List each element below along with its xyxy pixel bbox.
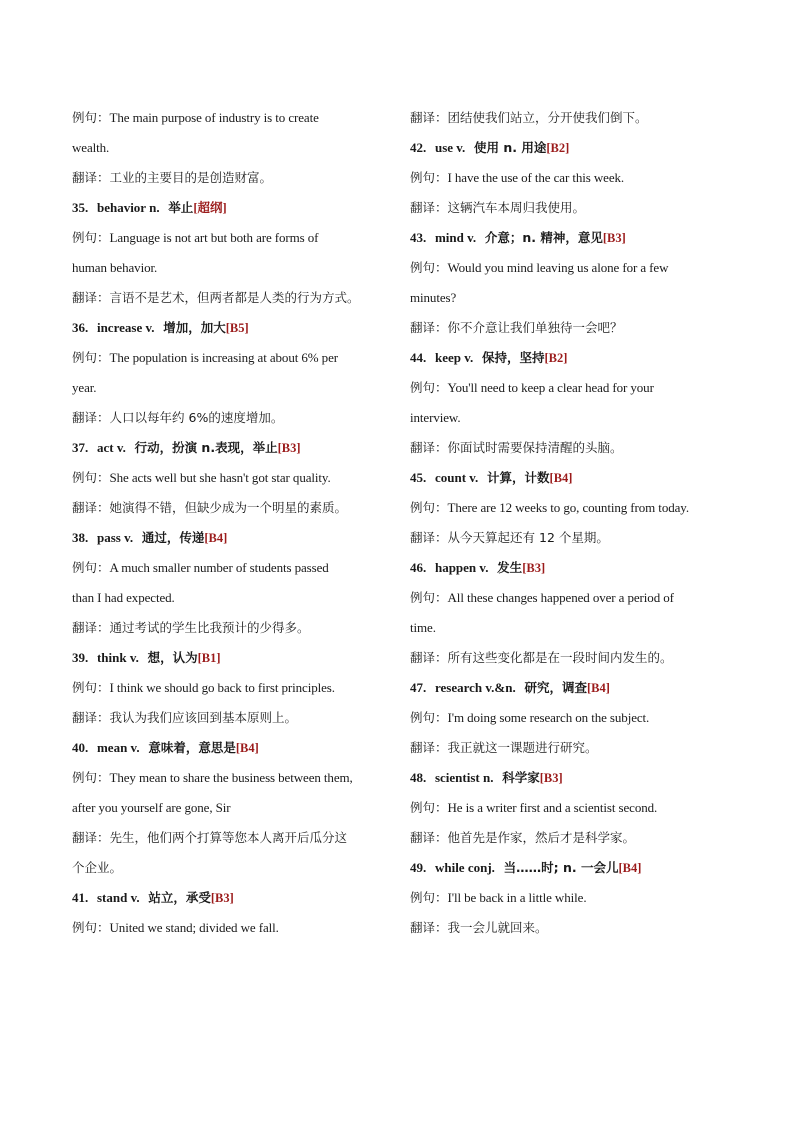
translation-label: 翻译： [72,710,110,725]
entry-heading [72,523,394,553]
example-label: 例句： [410,500,448,515]
level-tag: [B3] [539,771,563,785]
translation [410,523,740,553]
level-tag: [B4] [586,681,610,695]
entry-meaning: 介意；n. 精神，意见 [484,230,603,245]
level-tag: [B4] [549,471,573,485]
translation-text: 他首先是作家，然后才是科学家。 [447,830,636,845]
translation-label: 翻译： [410,920,448,935]
example-text: The population is increasing at about 6% per [109,350,338,365]
entry-meaning: 计算，计数 [487,470,550,485]
translation-text: 言语不是艺术，但两者都是人类的行为方式。 [109,290,360,305]
entry-heading [410,853,740,883]
entry-word: mean v. [96,740,140,755]
example-sentence [72,463,394,493]
translation-label: 翻译： [410,440,448,455]
translation-label: 翻译： [410,530,448,545]
entry-number: 49. [410,860,427,875]
entry-number: 35. [72,200,89,215]
example-label: 例句： [410,800,448,815]
example-sentence [410,373,740,403]
entry-number: 48. [410,770,427,785]
example-text: A much smaller number of students passed [109,560,329,575]
entry-meaning: 当……时; n. 一会儿 [503,860,619,875]
entry-word: use v. [434,140,466,155]
translation-text: 你不介意让我们单独待一会吧？ [447,320,623,335]
example-sentence [410,703,740,733]
example-text: I'll be back in a little while. [447,890,587,905]
translation-continuation: 个企业。 [72,860,123,875]
translation [72,493,394,523]
translation-label: 翻译： [72,500,110,515]
entry-meaning: 意味着，意思是 [148,740,236,755]
example-sentence [410,793,740,823]
example-label: 例句： [72,350,110,365]
left-column [72,103,394,943]
example-sentence [72,103,394,133]
level-tag: [B3] [277,441,301,455]
entry-number: 47. [410,680,427,695]
translation-label: 翻译： [410,650,448,665]
example-label: 例句： [410,710,448,725]
translation-text: 你面试时需要保持清醒的头脑。 [447,440,623,455]
entry-heading [72,643,394,673]
entry-heading [410,343,740,373]
level-tag: [B3] [522,561,546,575]
translation-label: 翻译： [72,830,110,845]
example-sentence [410,253,740,283]
entry-word: keep v. [434,350,474,365]
entry-heading [410,223,740,253]
example-continuation: wealth. [72,140,110,155]
translation-text: 这辆汽车本周归我使用。 [447,200,586,215]
entry-heading [72,883,394,913]
example-continuation: minutes? [410,290,457,305]
translation-text: 我一会儿就回来。 [447,920,548,935]
example-label: 例句： [410,890,448,905]
level-tag: [B4] [204,531,228,545]
translation [410,913,740,943]
translation-label: 翻译： [72,170,110,185]
entry-word: increase v. [96,320,155,335]
example-text: He is a writer first and a scientist second. [447,800,658,815]
translation-text: 她演得不错，但缺少成为一个明星的素质。 [109,500,348,515]
example-text: She acts well but she hasn't got star quality. [109,470,331,485]
example-sentence [72,343,394,373]
entry-meaning: 举止 [168,200,194,215]
entry-number: 37. [72,440,89,455]
translation-text: 所有这些变化都是在一段时间内发生的。 [447,650,673,665]
example-text: You'll need to keep a clear head for your [447,380,654,395]
example-sentence [410,493,740,523]
example-label: 例句： [72,110,110,125]
example-label: 例句： [72,560,110,575]
example-sentence [72,673,394,703]
entry-number: 38. [72,530,89,545]
entry-meaning: 增加，加大 [163,320,226,335]
entry-word: happen v. [434,560,489,575]
entry-number: 40. [72,740,89,755]
entry-heading [410,553,740,583]
entry-word: act v. [96,440,126,455]
example-label: 例句： [410,380,448,395]
entry-heading [410,763,740,793]
example-label: 例句： [410,590,448,605]
entry-number: 44. [410,350,427,365]
example-sentence [72,223,394,253]
example-text: There are 12 weeks to go, counting from today. [447,500,689,515]
example-label: 例句： [410,170,448,185]
example-text: I think we should go back to first principles. [109,680,335,695]
example-label: 例句： [72,920,110,935]
translation [410,733,740,763]
entry-meaning: 研究，调查 [524,680,587,695]
example-text: I have the use of the car this week. [447,170,625,185]
entry-meaning: 科学家 [502,770,540,785]
example-sentence [410,583,740,613]
entry-number: 45. [410,470,427,485]
translation [72,823,394,853]
translation-text: 从今天算起还有 12 个星期。 [447,530,609,545]
translation-label: 翻译： [410,740,448,755]
translation-text: 先生，他们两个打算等您本人离开后瓜分这 [109,830,348,845]
entry-word: scientist n. [434,770,494,785]
entry-word: while conj. [434,860,495,875]
example-sentence [410,163,740,193]
entry-meaning: 行动，扮演 n.表现，举止 [134,440,278,455]
example-continuation: human behavior. [72,260,158,275]
translation [72,163,394,193]
example-text: Would you mind leaving us alone for a few [447,260,669,275]
example-label: 例句： [72,770,110,785]
example-sentence [72,913,394,943]
level-tag: [B5] [225,321,249,335]
entry-word: pass v. [96,530,134,545]
level-tag: [B2] [546,141,570,155]
example-sentence [72,553,394,583]
entry-heading [410,133,740,163]
entry-number: 46. [410,560,427,575]
entry-word: think v. [96,650,139,665]
translation [410,643,740,673]
translation-text: 团结使我们站立，分开使我们倒下。 [447,110,648,125]
example-label: 例句： [72,680,110,695]
translation-text: 我认为我们应该回到基本原则上。 [109,710,298,725]
level-tag: [B2] [544,351,568,365]
example-text: The main purpose of industry is to create [109,110,319,125]
entry-word: count v. [434,470,479,485]
example-continuation: interview. [410,410,461,425]
example-continuation: year. [72,380,97,395]
level-tag: [B4] [235,741,259,755]
example-continuation: than I had expected. [72,590,175,605]
entry-heading [72,433,394,463]
level-tag: [B4] [618,861,642,875]
translation-text: 我正就这一课题进行研究。 [447,740,598,755]
translation-label: 翻译： [410,200,448,215]
entry-number: 39. [72,650,89,665]
translation [410,103,740,133]
example-text: United we stand; divided we fall. [109,920,279,935]
entry-heading [410,673,740,703]
translation [410,823,740,853]
entry-word: research v.&n. [434,680,516,695]
translation-label: 翻译： [72,290,110,305]
translation-label: 翻译： [72,620,110,635]
translation-text: 通过考试的学生比我预计的少得多。 [109,620,310,635]
entry-meaning: 使用 n. 用途 [474,140,547,155]
entry-heading [72,193,394,223]
example-label: 例句： [410,260,448,275]
example-continuation: after you yourself are gone, Sir [72,800,231,815]
translation [410,433,740,463]
translation-label: 翻译： [72,410,110,425]
entry-number: 43. [410,230,427,245]
entry-meaning: 发生 [497,560,523,575]
example-text: Language is not art but both are forms of [109,230,319,245]
entry-number: 42. [410,140,427,155]
translation [72,283,394,313]
level-tag: [B3] [210,891,234,905]
translation [72,403,394,433]
translation [72,613,394,643]
level-tag: [B3] [602,231,626,245]
example-sentence [410,883,740,913]
entry-heading [72,733,394,763]
entry-meaning: 想，认为 [147,650,198,665]
translation-text: 人口以每年约 6%的速度增加。 [109,410,284,425]
example-text: All these changes happened over a period of [447,590,674,605]
right-column [410,103,740,943]
example-text: I'm doing some research on the subject. [447,710,650,725]
entry-word: stand v. [96,890,140,905]
translation-text: 工业的主要目的是创造财富。 [109,170,273,185]
entry-number: 36. [72,320,89,335]
translation-label: 翻译： [410,320,448,335]
example-label: 例句： [72,230,110,245]
translation-label: 翻译： [410,110,448,125]
entry-word: behavior n. [96,200,160,215]
level-tag: [B1] [197,651,221,665]
entry-meaning: 站立，承受 [148,890,211,905]
translation-label: 翻译： [410,830,448,845]
entry-heading [410,463,740,493]
example-text: They mean to share the business between them, [109,770,353,785]
translation [410,193,740,223]
example-sentence [72,763,394,793]
example-label: 例句： [72,470,110,485]
translation [410,313,740,343]
entry-heading [72,313,394,343]
entry-number: 41. [72,890,89,905]
translation [72,703,394,733]
level-tag: [超纲] [193,201,227,215]
entry-meaning: 通过，传递 [141,530,205,545]
entry-meaning: 保持，坚持 [481,350,545,365]
entry-word: mind v. [434,230,477,245]
example-continuation: time. [410,620,436,635]
